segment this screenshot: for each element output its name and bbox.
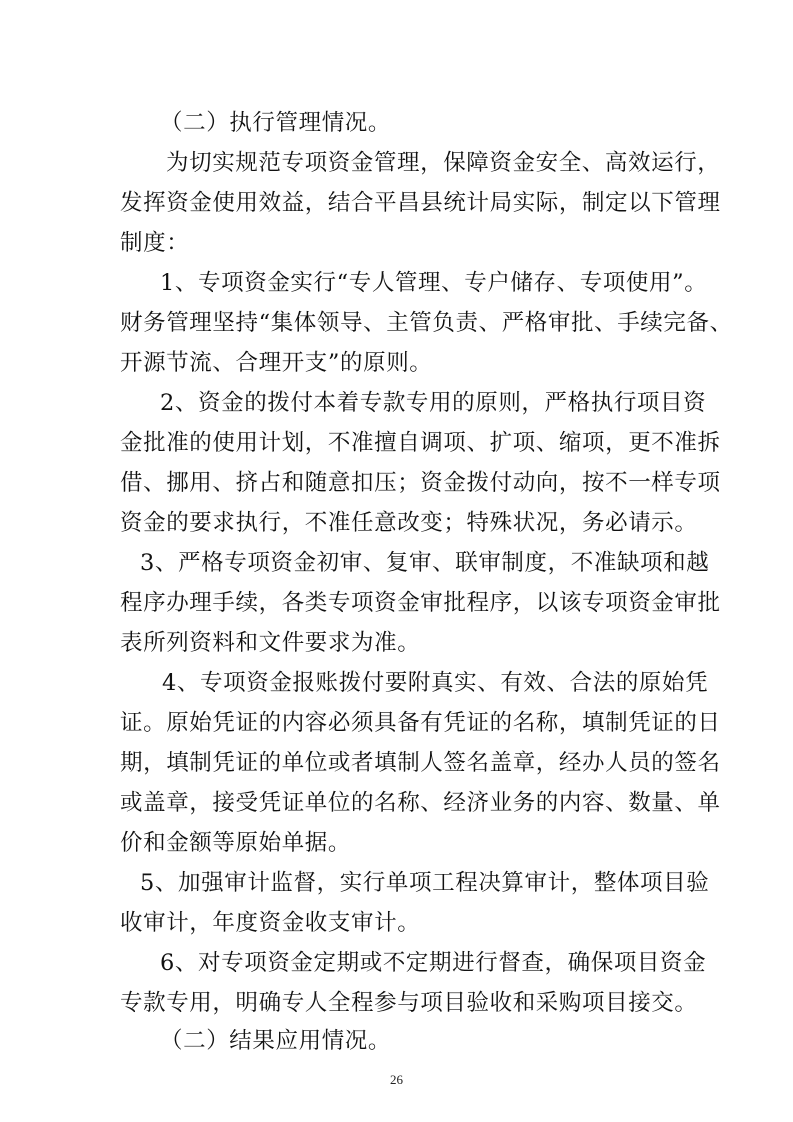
list-item-line: 表所列资料和文件要求为准。 <box>120 630 421 656</box>
list-item-line: 价和金额等原始单据。 <box>120 830 352 856</box>
list-item-line: 4、专项资金报账拨付要附真实、有效、合法的原始凭 <box>162 670 709 696</box>
list-item-line: 财务管理坚持“集体领导、主管负责、严格审批、手续完备、 <box>120 310 733 336</box>
list-item-line: 资金的要求执行，不准任意改变；特殊状况，务必请示。 <box>120 510 698 536</box>
list-item-line: 5、加强审计监督，实行单项工程决算审计，整体项目验 <box>140 870 710 896</box>
list-item-line: 或盖章，接受凭证单位的名称、经济业务的内容、数量、单 <box>120 790 721 816</box>
page-number: 26 <box>390 1072 403 1087</box>
list-item-line: 6、对专项资金定期或不定期进行督查，确保项目资金 <box>160 950 707 976</box>
paragraph-line: 为切实规范专项资金管理，保障资金安全、高效运行， <box>166 150 721 176</box>
list-item-line: 程序办理手续，各类专项资金审批程序，以该专项资金审批 <box>120 590 721 616</box>
list-item-line: 2、资金的拨付本着专款专用的原则，严格执行项目资 <box>160 390 707 416</box>
list-item-line: 借、挪用、挤占和随意扣压；资金拨付动向，按不一样专项 <box>120 470 721 496</box>
list-item-line: 专款专用，明确专人全程参与项目验收和采购项目接交。 <box>120 990 698 1016</box>
section-heading: （二）执行管理情况。 <box>160 110 392 136</box>
paragraph-line: 发挥资金使用效益，结合平昌县统计局实际，制定以下管理 <box>120 190 721 216</box>
list-item-line: 期，填制凭证的单位或者填制人签名盖章，经办人员的签名 <box>120 750 721 776</box>
list-item-line: 金批准的使用计划，不准擅自调项、扩项、缩项，更不准拆 <box>120 430 721 456</box>
list-item-line: 1、专项资金实行“专人管理、专户储存、专项使用”。 <box>160 270 708 296</box>
list-item-line: 3、严格专项资金初审、复审、联审制度，不准缺项和越 <box>140 550 710 576</box>
list-item-line: 证。原始凭证的内容必须具备有凭证的名称，填制凭证的日 <box>120 710 721 736</box>
paragraph-line: 制度： <box>120 230 190 256</box>
list-item-line: 收审计，年度资金收支审计。 <box>120 910 421 936</box>
section-heading: （二）结果应用情况。 <box>160 1028 392 1054</box>
list-item-line: 开源节流、合理开支”的原则。 <box>120 350 433 376</box>
